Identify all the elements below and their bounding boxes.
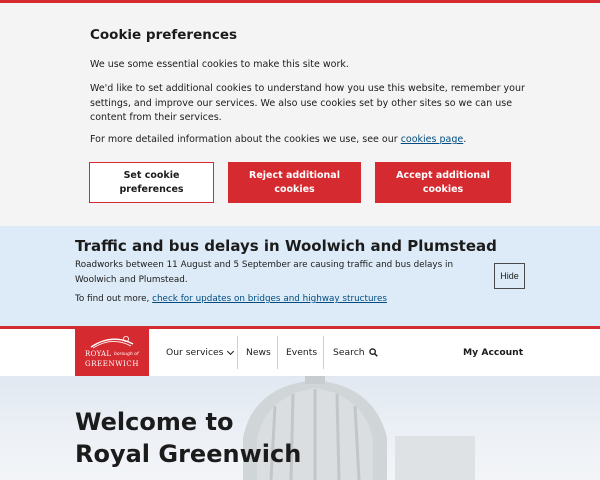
cookie-info-prefix: For more detailed information about the cookies we use, see our [90, 134, 401, 145]
nav-news[interactable]: News [246, 347, 271, 358]
hero-title [75, 406, 301, 470]
nav-my-account[interactable]: My Account [463, 347, 524, 358]
nav-separator [277, 336, 278, 369]
set-cookie-preferences-button[interactable]: Set cookie preferences [89, 162, 214, 203]
reject-cookies-button[interactable]: Reject additional cookies [228, 162, 361, 203]
logo-greenwich-text: GREENWICH [85, 360, 140, 368]
cookie-title: Cookie preferences [90, 27, 238, 43]
cookies-page-link[interactable]: cookies page [400, 134, 464, 145]
cookie-additional-text: We'd like to set additional cookies to understand how you use this website, remember your settings, and improve our services. We also use cookies set by other sites so we can use content from their services. [90, 83, 525, 123]
nav-separator [237, 336, 238, 369]
alert-banner [0, 226, 600, 326]
cookie-info-text [90, 133, 530, 148]
hero-banner [0, 376, 600, 480]
nav-separator [323, 336, 324, 369]
search-icon [369, 348, 378, 357]
nav-events[interactable]: Events [286, 347, 318, 358]
site-header [0, 329, 600, 376]
hero-title-line1: Welcome to [75, 408, 234, 436]
logo-royal-text: ROYAL [85, 350, 112, 358]
nav-search-label: Search [333, 347, 365, 358]
logo-borough-text: borough of [114, 352, 139, 357]
nav-our-services[interactable] [166, 329, 233, 376]
alert-more-text [75, 294, 387, 304]
nav-our-services-label: Our services [166, 347, 224, 358]
cookie-banner [0, 3, 600, 226]
hide-alert-button[interactable]: Hide [494, 263, 525, 289]
alert-title: Traffic and bus delays in Woolwich and Plumstead [75, 237, 497, 255]
cookie-essential-text: We use some essential cookies to make this site work. [90, 59, 349, 70]
logo-crown-icon [89, 335, 135, 349]
cookie-info-suffix: . [463, 134, 467, 145]
nav-search[interactable] [333, 329, 378, 376]
bridges-updates-link[interactable]: check for updates on bridges and highway structures [152, 294, 387, 304]
accept-cookies-button[interactable]: Accept additional cookies [375, 162, 511, 203]
alert-description: Roadworks between 11 August and 5 September are causing traffic and bus delays in Woolwich and Plumstead. [75, 260, 454, 285]
chevron-down-icon [227, 347, 234, 354]
alert-more-prefix: To find out more, [75, 294, 153, 304]
hero-title-line2: Royal Greenwich [75, 440, 302, 468]
royal-greenwich-logo[interactable] [75, 329, 149, 376]
